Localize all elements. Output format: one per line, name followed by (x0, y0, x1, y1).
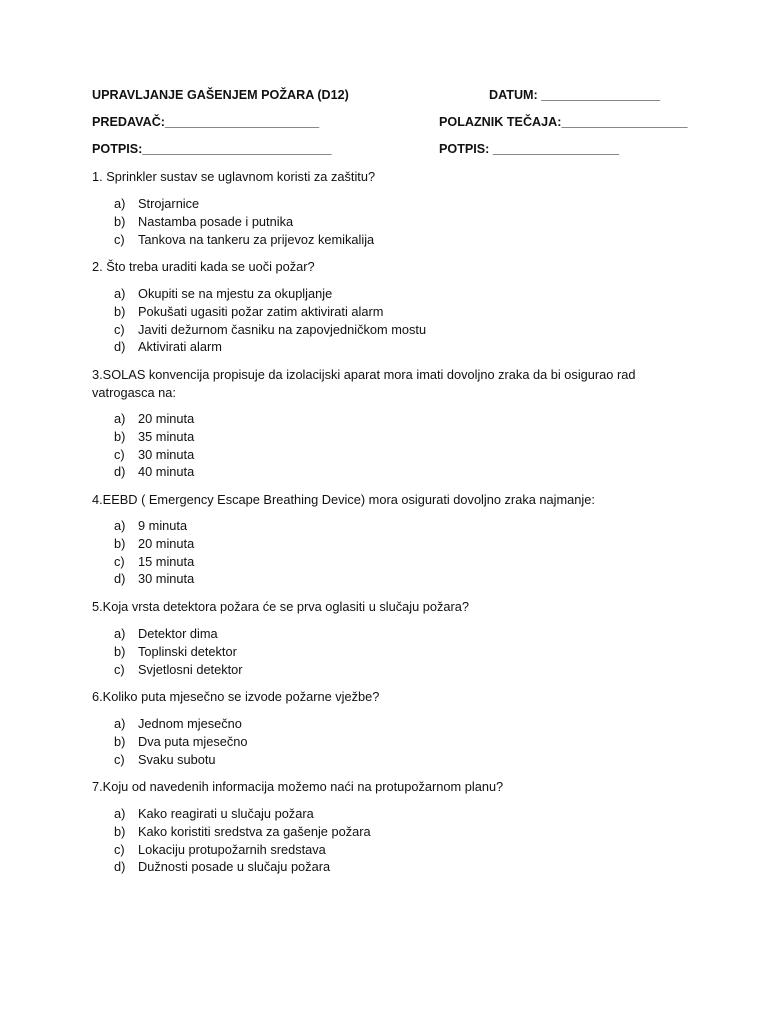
question-5-options (114, 625, 243, 678)
option-letter: c) (114, 321, 125, 337)
option-text: 9 minuta (138, 518, 188, 533)
option-text: 20 minuta (138, 535, 195, 551)
option-letter: c) (114, 751, 125, 767)
list-item (114, 553, 194, 571)
signature-left-field: POTPIS:___________________________ (92, 142, 332, 156)
header-row-signatures (92, 142, 692, 160)
option-text: Nastamba posade i putnika (138, 213, 294, 229)
list-item (114, 535, 194, 553)
option-letter: b) (114, 213, 126, 229)
option-letter: d) (114, 464, 126, 480)
option-letter: d) (114, 571, 126, 587)
question-3-options (114, 410, 194, 481)
option-text: Kako reagirati u slučaju požara (138, 806, 314, 821)
question-2-options (114, 285, 426, 356)
date-field: DATUM: _________________ (489, 88, 661, 102)
question-7: 7.Koju od navedenih informacija možemo naći na protupožarnom planu? (92, 779, 504, 794)
option-text: Okupiti se na mjestu za okupljanje (138, 286, 333, 301)
option-letter: c) (114, 661, 125, 677)
option-letter: b) (114, 535, 126, 551)
option-letter: a) (114, 411, 126, 426)
question-2: 2. Što treba uraditi kada se uoči požar? (92, 259, 315, 274)
option-text: Dužnosti posade u slučaju požara (138, 859, 331, 875)
list-item (114, 858, 371, 876)
list-item (114, 733, 248, 751)
option-letter: d) (114, 339, 126, 355)
option-text: Strojarnice (138, 196, 200, 211)
option-letter: a) (114, 286, 126, 301)
option-letter: b) (114, 428, 126, 444)
list-item (114, 715, 248, 733)
option-text: 30 minuta (138, 446, 195, 462)
option-letter: a) (114, 716, 126, 731)
question-6-options (114, 715, 248, 768)
question-1-options (114, 195, 374, 248)
list-item (114, 823, 371, 841)
option-letter: b) (114, 643, 126, 659)
participant-field: POLAZNIK TEČAJA:__________________ (439, 115, 688, 129)
option-text: 35 minuta (138, 428, 195, 444)
signature-right-field: POTPIS: __________________ (439, 142, 619, 156)
option-text: Detektor dima (138, 626, 218, 641)
option-letter: c) (114, 231, 125, 247)
option-text: Jednom mjesečno (138, 716, 242, 731)
option-text: 20 minuta (138, 411, 195, 426)
list-item (114, 428, 194, 446)
option-letter: b) (114, 823, 126, 839)
option-letter: c) (114, 553, 125, 569)
option-text: Kako koristiti sredstva za gašenje požara (138, 823, 371, 839)
option-text: Toplinski detektor (138, 643, 237, 659)
option-letter: a) (114, 518, 126, 533)
option-text: 30 minuta (138, 571, 195, 587)
list-item (114, 841, 371, 859)
option-text: Svjetlosni detektor (138, 661, 243, 677)
list-item (114, 321, 426, 339)
question-1: 1. Sprinkler sustav se uglavnom koristi za zaštitu? (92, 169, 376, 184)
question-7-options (114, 805, 371, 876)
option-text: Aktivirati alarm (138, 339, 222, 355)
list-item (114, 338, 426, 356)
list-item (114, 303, 426, 321)
list-item (114, 213, 374, 231)
option-text: Javiti dežurnom časniku na zapovjedničkom mostu (138, 321, 427, 337)
option-text: Svaku subotu (138, 751, 216, 767)
question-4: 4.EEBD ( Emergency Escape Breathing Device) mora osigurati dovoljno zraka najmanje: (92, 492, 595, 507)
question-6: 6.Koliko puta mjesečno se izvode požarne vježbe? (92, 689, 380, 704)
document-title: UPRAVLJANJE GAŠENJEM POŽARA (D12) (92, 88, 349, 102)
question-4-options (114, 517, 194, 588)
option-letter: a) (114, 196, 126, 211)
header-row-names (92, 115, 692, 133)
option-text: 40 minuta (138, 464, 195, 480)
option-letter: d) (114, 859, 126, 875)
option-letter: c) (114, 841, 125, 857)
option-text: Lokaciju protupožarnih sredstava (138, 841, 326, 857)
list-item (114, 410, 194, 428)
list-item (114, 805, 371, 823)
option-letter: c) (114, 446, 125, 462)
option-text: 15 minuta (138, 553, 195, 569)
question-3: 3.SOLAS konvencija propisuje da izolacijski aparat mora imati dovoljno zraka da bi osigurao rad vatrogasca na: (92, 367, 636, 400)
list-item (114, 570, 194, 588)
option-letter: a) (114, 626, 126, 641)
list-item (114, 231, 374, 249)
option-letter: a) (114, 806, 126, 821)
option-text: Pokušati ugasiti požar zatim aktivirati alarm (138, 303, 384, 319)
question-5: 5.Koja vrsta detektora požara će se prva oglasiti u slučaju požara? (92, 599, 470, 614)
list-item (114, 446, 194, 464)
list-item (114, 625, 243, 643)
list-item (114, 463, 194, 481)
option-text: Dva puta mjesečno (138, 733, 248, 749)
header-row-title (92, 88, 692, 106)
option-letter: b) (114, 733, 126, 749)
list-item (114, 751, 248, 769)
lecturer-field: PREDAVAČ:______________________ (92, 115, 320, 129)
list-item (114, 517, 194, 535)
list-item (114, 643, 243, 661)
option-text: Tankova na tankeru za prijevoz kemikalija (138, 231, 375, 247)
list-item (114, 661, 243, 679)
list-item (114, 195, 374, 213)
option-letter: b) (114, 303, 126, 319)
list-item (114, 285, 426, 303)
